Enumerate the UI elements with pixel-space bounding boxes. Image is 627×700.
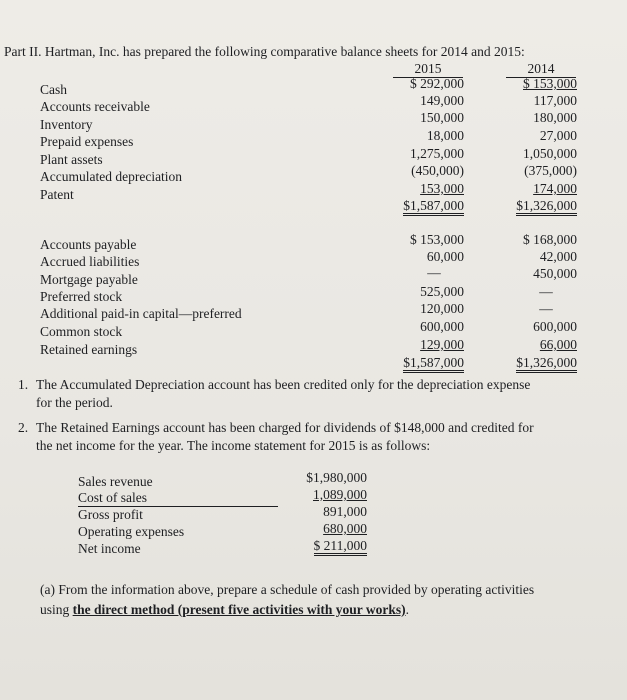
liability-2014: — <box>539 284 553 299</box>
liability-label: Common stock <box>40 324 123 339</box>
liabilities-total-2015: $1,587,000 <box>403 355 464 373</box>
income-value: 891,000 <box>323 504 367 519</box>
asset-label: Accounts receivable <box>40 99 150 114</box>
asset-2014: 174,000 <box>533 181 577 196</box>
asset-label: Prepaid expenses <box>40 134 134 149</box>
asset-2014: $ 153,000 <box>523 76 577 91</box>
liability-label: Additional paid-in capital—preferred <box>40 306 242 321</box>
liability-label: Preferred stock <box>40 289 123 304</box>
liability-2015: 600,000 <box>420 319 464 334</box>
liability-2015: 60,000 <box>426 249 464 264</box>
asset-label: Patent <box>40 187 74 202</box>
asset-2014: 1,050,000 <box>523 146 577 161</box>
question-prefix: using <box>40 602 73 617</box>
liability-2015: 525,000 <box>420 284 464 299</box>
liability-label: Retained earnings <box>40 342 138 357</box>
asset-2014: 27,000 <box>539 128 577 143</box>
asset-2015: 18,000 <box>426 128 464 143</box>
assets-total-2014: $1,326,000 <box>516 198 577 216</box>
year-header-2014: 2014 <box>506 61 576 78</box>
liability-2014: — <box>539 301 553 316</box>
asset-2014: 180,000 <box>533 110 577 125</box>
note-text: The Accumulated Depreciation account has been credited only for the depreciation expense <box>36 377 531 392</box>
income-value: 1,089,000 <box>313 487 367 502</box>
year-header-2015: 2015 <box>393 61 463 78</box>
asset-2015: $ 292,000 <box>410 76 464 91</box>
liability-2014: $ 168,000 <box>523 232 577 247</box>
asset-label: Cash <box>40 82 67 97</box>
note-number: 1. <box>18 377 29 392</box>
asset-label: Plant assets <box>40 152 103 167</box>
question-suffix: . <box>405 602 409 617</box>
asset-2015: (450,000) <box>411 163 464 178</box>
liabilities-total-2014: $1,326,000 <box>516 355 577 373</box>
liability-2014: 66,000 <box>539 337 577 352</box>
note-text: for the period. <box>36 395 113 410</box>
income-value: $1,980,000 <box>306 470 367 485</box>
liability-2014: 600,000 <box>533 319 577 334</box>
asset-label: Accumulated depreciation <box>40 169 183 184</box>
liability-2014: 450,000 <box>533 266 577 281</box>
income-label: Operating expenses <box>78 524 185 539</box>
liability-2014: 42,000 <box>539 249 577 264</box>
question-emphasis: the direct method (present five activities with your works) <box>72 602 406 617</box>
note-number: 2. <box>18 420 29 435</box>
asset-2014: (375,000) <box>524 163 577 178</box>
question-line <box>40 602 409 618</box>
income-label: Sales revenue <box>78 474 153 489</box>
income-value: 680,000 <box>323 521 367 536</box>
liability-2015: 120,000 <box>420 301 464 316</box>
assets-total-2015: $1,587,000 <box>403 198 464 216</box>
asset-2015: 1,275,000 <box>410 146 464 161</box>
note-text: The Retained Earnings account has been charged for dividends of $148,000 and credited for <box>36 420 534 435</box>
liability-2015: — <box>427 265 441 280</box>
intro-text: Part II. Hartman, Inc. has prepared the following comparative balance sheets for 2014 and 2015: <box>4 44 525 59</box>
liability-label: Accounts payable <box>40 237 137 252</box>
asset-2015: 153,000 <box>420 181 464 196</box>
liability-2015: $ 153,000 <box>410 232 464 247</box>
liability-label: Accrued liabilities <box>40 254 140 269</box>
asset-2014: 117,000 <box>533 93 577 108</box>
asset-label: Inventory <box>40 117 93 132</box>
income-label: Gross profit <box>78 507 143 522</box>
income-value: $ 211,000 <box>314 538 368 556</box>
liability-label: Mortgage payable <box>40 272 138 287</box>
liability-2015: 129,000 <box>420 337 464 352</box>
income-label: Cost of sales <box>78 490 278 507</box>
question-line: (a) From the information above, prepare a schedule of cash provided by operating activities <box>40 582 535 597</box>
income-label: Net income <box>78 541 141 556</box>
note-text: the net income for the year. The income statement for 2015 is as follows: <box>36 438 431 453</box>
asset-2015: 149,000 <box>420 93 464 108</box>
asset-2015: 150,000 <box>420 110 464 125</box>
